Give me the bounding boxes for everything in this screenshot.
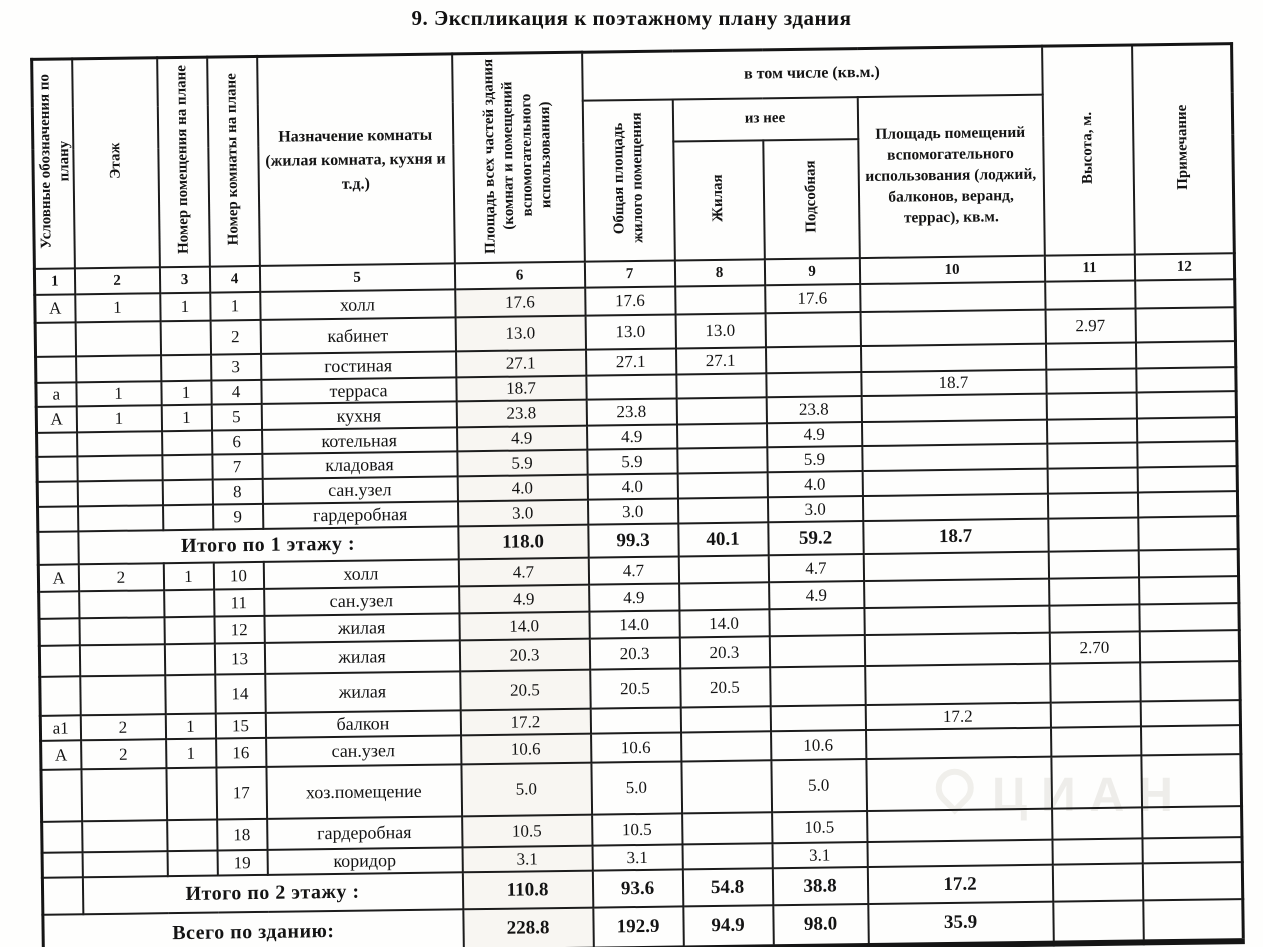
table-cell: 17.6 — [585, 287, 675, 316]
table-cell — [864, 579, 1049, 608]
table-cell — [677, 473, 767, 499]
table-cell — [677, 498, 767, 524]
table-cell: 4.9 — [589, 584, 679, 612]
room-name-cell: жилая — [264, 614, 459, 644]
table-cell: 15 — [215, 713, 265, 739]
table-cell: 4.9 — [766, 422, 861, 447]
room-name-cell: холл — [263, 560, 458, 590]
table-cell: 2 — [81, 739, 166, 769]
total-label: Итого по 1 этажу : — [78, 527, 458, 565]
table-cell: а — [36, 383, 76, 408]
table-cell: 14.0 — [459, 612, 589, 641]
table-cell: 38.8 — [772, 867, 867, 905]
table-cell — [680, 707, 770, 733]
table-cell — [766, 346, 861, 373]
table-cell: 1 — [75, 293, 160, 322]
explication-table — [30, 42, 1245, 947]
table-cell — [82, 851, 167, 877]
table-cell: 3.1 — [462, 846, 592, 873]
table-cell: 1 — [76, 381, 161, 406]
header-col-12: Примечание — [1132, 44, 1235, 255]
table-cell — [1137, 466, 1237, 492]
table-cell: 12 — [214, 616, 264, 644]
table-cell: 4.7 — [768, 554, 863, 582]
table-cell: 40.1 — [678, 523, 768, 557]
table-cell: 4 — [211, 380, 261, 405]
table-cell: 2 — [210, 320, 260, 355]
table-cell: 23.8 — [456, 400, 586, 428]
table-cell — [867, 809, 1052, 842]
header-col-3: Номер помещения на плане — [157, 57, 210, 267]
table-cell — [37, 457, 77, 483]
table-cell — [167, 851, 217, 877]
table-cell: А — [36, 407, 76, 434]
table-cell: 54.8 — [682, 869, 772, 907]
table-cell — [677, 424, 767, 449]
table-cell: 17.2 — [867, 865, 1052, 904]
room-name-cell: котельная — [262, 428, 457, 455]
table-cell: 1 — [163, 563, 213, 591]
table-cell: 1 — [160, 293, 210, 322]
table-cell — [681, 732, 771, 762]
table-cell — [676, 374, 766, 399]
room-name-cell: гардеробная — [263, 502, 458, 530]
table-header — [32, 44, 1235, 295]
table-cell: 7 — [212, 454, 262, 480]
table-cell — [166, 768, 217, 821]
table-cell: 18 — [217, 819, 267, 851]
table-cell — [676, 398, 766, 425]
header-col-7: Общая площадь жилого помещения — [582, 100, 674, 262]
room-name-cell: кухня — [261, 402, 456, 431]
table-cell: 18.7 — [456, 376, 586, 402]
table-cell — [1052, 864, 1142, 902]
table-cell — [39, 646, 79, 678]
table-cell: 1 — [161, 381, 211, 406]
table-cell: 16 — [216, 738, 266, 768]
table-cell — [1053, 901, 1144, 944]
table-cell — [164, 617, 214, 645]
table-cell — [677, 448, 767, 474]
table-cell: 17 — [216, 767, 267, 820]
column-number: 9 — [764, 258, 859, 285]
table-cell: 17.6 — [765, 284, 860, 313]
table-cell — [1052, 839, 1142, 865]
table-cell: 3.1 — [592, 845, 682, 871]
table-cell — [1045, 281, 1135, 310]
table-cell: 5.0 — [461, 763, 592, 817]
table-cell — [1050, 663, 1141, 703]
table-cell — [862, 494, 1047, 521]
table-cell — [79, 617, 164, 645]
table-cell: 4.9 — [459, 585, 589, 614]
table-cell — [1049, 578, 1139, 606]
room-name-cell: балкон — [265, 711, 460, 739]
table-cell: 10.6 — [771, 730, 866, 760]
table-cell: 110.8 — [462, 871, 592, 910]
table-cell — [862, 469, 1047, 496]
table-cell — [162, 455, 212, 481]
header-col-4: Номер комнаты на плане — [207, 56, 260, 266]
header-col-8: Жилая — [673, 140, 765, 260]
table-cell: А — [38, 565, 78, 593]
table-cell: 5.0 — [771, 759, 867, 812]
table-cell — [1138, 516, 1238, 550]
table-cell: 3 — [211, 354, 261, 381]
table-cell — [1052, 808, 1142, 840]
table-cell — [40, 677, 81, 717]
table-cell — [769, 608, 864, 636]
table-cell — [38, 507, 78, 533]
table-cell: 13.0 — [585, 315, 675, 350]
table-cell — [1138, 549, 1238, 577]
table-cell — [1136, 391, 1236, 418]
table-cell: 20.5 — [590, 669, 681, 709]
table-cell — [1142, 806, 1242, 838]
table-cell: 94.9 — [683, 906, 774, 947]
table-cell: 59.2 — [768, 521, 863, 555]
table-cell: 10.6 — [461, 734, 591, 765]
table-cell: 93.6 — [592, 870, 682, 908]
table-cell — [770, 705, 865, 731]
table-cell — [1046, 343, 1136, 370]
room-name-cell: сан.узел — [264, 587, 459, 617]
table-cell: 5.0 — [591, 762, 682, 815]
table-cell — [1137, 491, 1237, 517]
table-cell: 228.8 — [463, 908, 594, 947]
column-number: 12 — [1134, 253, 1234, 280]
table-cell — [160, 321, 210, 356]
table-cell — [862, 444, 1047, 471]
column-number: 1 — [34, 269, 74, 296]
table-cell — [1047, 468, 1137, 494]
table-cell — [77, 455, 162, 481]
room-name-cell: жилая — [264, 641, 459, 675]
table-cell — [1050, 702, 1140, 728]
room-name-cell: кабинет — [260, 318, 455, 355]
table-cell — [860, 344, 1045, 372]
table-cell — [682, 813, 772, 845]
table-cell — [681, 761, 772, 814]
table-cell — [75, 321, 160, 356]
table-cell — [1047, 419, 1137, 444]
table-cell — [1142, 837, 1242, 863]
table-cell — [1046, 393, 1136, 420]
table-cell: 118.0 — [458, 525, 588, 560]
table-cell — [35, 323, 75, 358]
table-cell: 4.0 — [457, 475, 587, 502]
total-label: Всего по зданию: — [43, 910, 464, 947]
table-cell — [1139, 576, 1239, 604]
table-cell: 27.1 — [676, 348, 766, 375]
table-cell: 5.9 — [767, 446, 862, 472]
header-col-2: Этаж — [72, 58, 160, 269]
table-cell: 1 — [210, 292, 260, 321]
table-cell — [1047, 443, 1137, 469]
table-cell — [42, 853, 82, 879]
table-cell — [590, 708, 680, 734]
table-cell: 6 — [212, 430, 262, 455]
table-cell: 3.0 — [457, 500, 587, 527]
column-number: 7 — [584, 261, 674, 288]
table-cell: 4.9 — [587, 425, 677, 450]
table-cell — [860, 282, 1045, 312]
table-cell: 35.9 — [868, 902, 1054, 946]
table-cell — [1136, 341, 1236, 368]
table-cell — [765, 312, 860, 347]
table-cell — [860, 310, 1045, 346]
table-cell — [39, 592, 79, 620]
room-name-cell: гостиная — [261, 352, 456, 381]
room-name-cell: кладовая — [262, 452, 457, 480]
table-cell — [76, 355, 161, 382]
table-cell — [1048, 551, 1138, 579]
table-cell — [164, 590, 214, 618]
table-cell — [80, 675, 166, 715]
table-body — [35, 279, 1244, 947]
table-cell — [770, 666, 866, 706]
table-cell: 4.9 — [457, 426, 587, 452]
table-cell: 17.2 — [460, 709, 590, 736]
table-cell: 8 — [212, 479, 262, 505]
table-cell: 27.1 — [456, 350, 586, 378]
table-cell: 2 — [80, 714, 165, 740]
table-cell: 18.7 — [861, 370, 1046, 396]
page-title: 9. Экспликация к поэтажному плану здания — [411, 6, 852, 30]
table-cell: 4.7 — [458, 558, 588, 587]
table-cell — [865, 664, 1051, 705]
table-cell — [1051, 756, 1142, 809]
column-number: 6 — [454, 262, 584, 290]
header-group-of-it: из нее — [672, 97, 858, 141]
table-cell: 20.3 — [679, 637, 769, 669]
table-cell — [1049, 605, 1139, 633]
table-cell: 10.5 — [772, 811, 867, 843]
table-cell: 9 — [213, 504, 263, 530]
table-cell — [1046, 369, 1136, 394]
table-cell — [1140, 700, 1240, 726]
table-cell — [79, 590, 164, 618]
table-cell: 13.0 — [455, 316, 585, 352]
table-cell: 14.0 — [679, 610, 769, 638]
table-cell: 1 — [161, 405, 211, 432]
table-cell — [77, 431, 162, 456]
table-cell — [38, 532, 78, 566]
table-cell — [163, 505, 213, 531]
column-number: 5 — [259, 264, 454, 293]
table-cell — [1142, 862, 1242, 900]
table-cell: 4.7 — [588, 557, 678, 585]
watermark-text: ЦИАН — [992, 769, 1187, 822]
table-cell — [1140, 661, 1241, 701]
room-name-cell: холл — [260, 290, 455, 321]
table-cell — [864, 633, 1049, 666]
table-cell — [167, 820, 217, 852]
table-cell: 10.5 — [592, 814, 682, 846]
table-cell — [867, 840, 1052, 867]
table-cell — [863, 552, 1048, 581]
table-cell: 10 — [213, 562, 263, 590]
table-cell: А — [41, 741, 81, 771]
header-col-6: Площадь всех частей здания (комнат и помещений вспомогательного использования) — [452, 52, 585, 263]
room-name-cell: сан.узел — [262, 477, 457, 505]
column-number: 11 — [1044, 255, 1134, 282]
table-cell — [164, 644, 214, 676]
table-cell: 23.8 — [766, 396, 861, 423]
table-cell: 14.0 — [589, 611, 679, 639]
table-cell: 1 — [165, 714, 215, 740]
table-cell: 20.5 — [680, 668, 771, 708]
table-cell: 1 — [76, 405, 161, 432]
table-cell — [766, 372, 861, 397]
table-cell: 192.9 — [593, 907, 684, 947]
room-name-cell: жилая — [265, 672, 460, 714]
table-cell — [866, 728, 1051, 759]
header-col-5: Назначение комнаты (жилая комната, кухня и т.д.) — [257, 54, 455, 266]
table-cell — [864, 606, 1049, 635]
table-cell — [1136, 417, 1236, 442]
header-group-including: в том числе (кв.м.) — [582, 46, 1043, 101]
table-cell: 11 — [214, 589, 264, 617]
table-cell — [165, 675, 216, 715]
table-cell: 5 — [211, 404, 261, 431]
table-cell — [39, 619, 79, 647]
table-cell: 13.0 — [675, 314, 765, 349]
table-cell: 20.3 — [459, 639, 589, 672]
table-cell — [586, 375, 676, 400]
table-cell: 20.3 — [589, 638, 679, 670]
table-cell: 17.6 — [455, 288, 585, 318]
room-name-cell: терраса — [261, 378, 456, 405]
column-number: 3 — [159, 267, 209, 294]
table-cell — [1137, 441, 1237, 467]
table-cell: 2.70 — [1049, 632, 1139, 664]
header-col-1: Условные обозначения по плану — [32, 59, 75, 269]
table-cell — [37, 433, 77, 458]
table-cell: 4.0 — [767, 471, 862, 497]
table-cell: 5.9 — [587, 449, 677, 475]
table-cell: 1 — [166, 739, 216, 769]
room-name-cell: коридор — [267, 848, 462, 876]
total-label: Итого по 2 этажу : — [82, 873, 462, 915]
table-cell: 13 — [214, 643, 264, 675]
table-cell: 3.1 — [772, 842, 867, 868]
table-cell: а1 — [40, 716, 80, 742]
header-col-9: Подсобная — [763, 139, 860, 259]
table-cell — [866, 757, 1052, 811]
table-cell — [78, 505, 163, 531]
table-cell — [42, 878, 82, 916]
table-cell — [162, 431, 212, 456]
table-cell: 4.0 — [587, 474, 677, 500]
table-cell — [161, 355, 211, 382]
table-cell — [77, 480, 162, 506]
room-name-cell: гардеробная — [267, 817, 462, 851]
table-cell: 2 — [78, 563, 163, 591]
table-cell — [36, 357, 76, 384]
table-cell: 5.9 — [457, 450, 587, 477]
table-cell: 99.3 — [588, 524, 678, 558]
column-number: 8 — [674, 260, 764, 287]
table-cell: 17.2 — [865, 703, 1050, 730]
table-cell — [1135, 279, 1235, 308]
table-cell — [1047, 493, 1137, 519]
room-name-cell: сан.узел — [266, 736, 461, 768]
table-cell — [682, 844, 772, 870]
table-cell: 98.0 — [773, 904, 869, 947]
table-cell: А — [35, 295, 75, 324]
table-cell — [1048, 518, 1138, 552]
column-number: 4 — [209, 266, 259, 293]
table-cell: 2.97 — [1045, 309, 1135, 344]
table-cell — [769, 635, 864, 667]
table-cell: 14 — [215, 674, 266, 714]
table-cell — [79, 644, 164, 676]
table-cell — [1051, 727, 1141, 757]
table-cell — [42, 822, 82, 854]
table-cell — [1141, 754, 1242, 807]
table-cell — [1143, 899, 1244, 942]
table-cell — [82, 820, 167, 852]
table-cell — [678, 556, 768, 584]
table-cell: 20.5 — [460, 670, 590, 711]
header-col-10: Площадь помещений вспомогательного использования (лоджий, балконов, веранд, террас), кв.м. — [857, 95, 1044, 259]
table-cell — [81, 768, 167, 821]
explication-table-wrap — [30, 42, 1246, 947]
table-cell — [41, 770, 82, 823]
table-cell: 4.9 — [769, 581, 864, 609]
column-number: 10 — [859, 256, 1044, 284]
table-cell — [1139, 603, 1239, 631]
table-cell — [675, 286, 765, 315]
table-cell: 18.7 — [863, 519, 1048, 554]
table-cell: 10.5 — [462, 815, 592, 848]
table-cell: 23.8 — [586, 399, 676, 426]
table-cell — [1136, 367, 1236, 392]
table-cell: 3.0 — [587, 499, 677, 525]
table-cell — [1139, 630, 1239, 662]
column-number: 2 — [74, 267, 159, 294]
table-cell — [162, 480, 212, 506]
table-cell: 3.0 — [767, 496, 862, 522]
header-col-11: Высота, м. — [1042, 45, 1135, 256]
table-cell — [37, 482, 77, 508]
table-cell — [1135, 307, 1235, 342]
table-cell: 27.1 — [586, 349, 676, 376]
table-cell — [861, 420, 1046, 446]
table-cell: 10.6 — [591, 733, 681, 763]
table-cell — [861, 394, 1046, 422]
room-name-cell: хоз.помещение — [266, 765, 462, 820]
table-cell — [679, 583, 769, 611]
table-cell: 19 — [217, 850, 267, 876]
table-cell — [1141, 725, 1241, 755]
